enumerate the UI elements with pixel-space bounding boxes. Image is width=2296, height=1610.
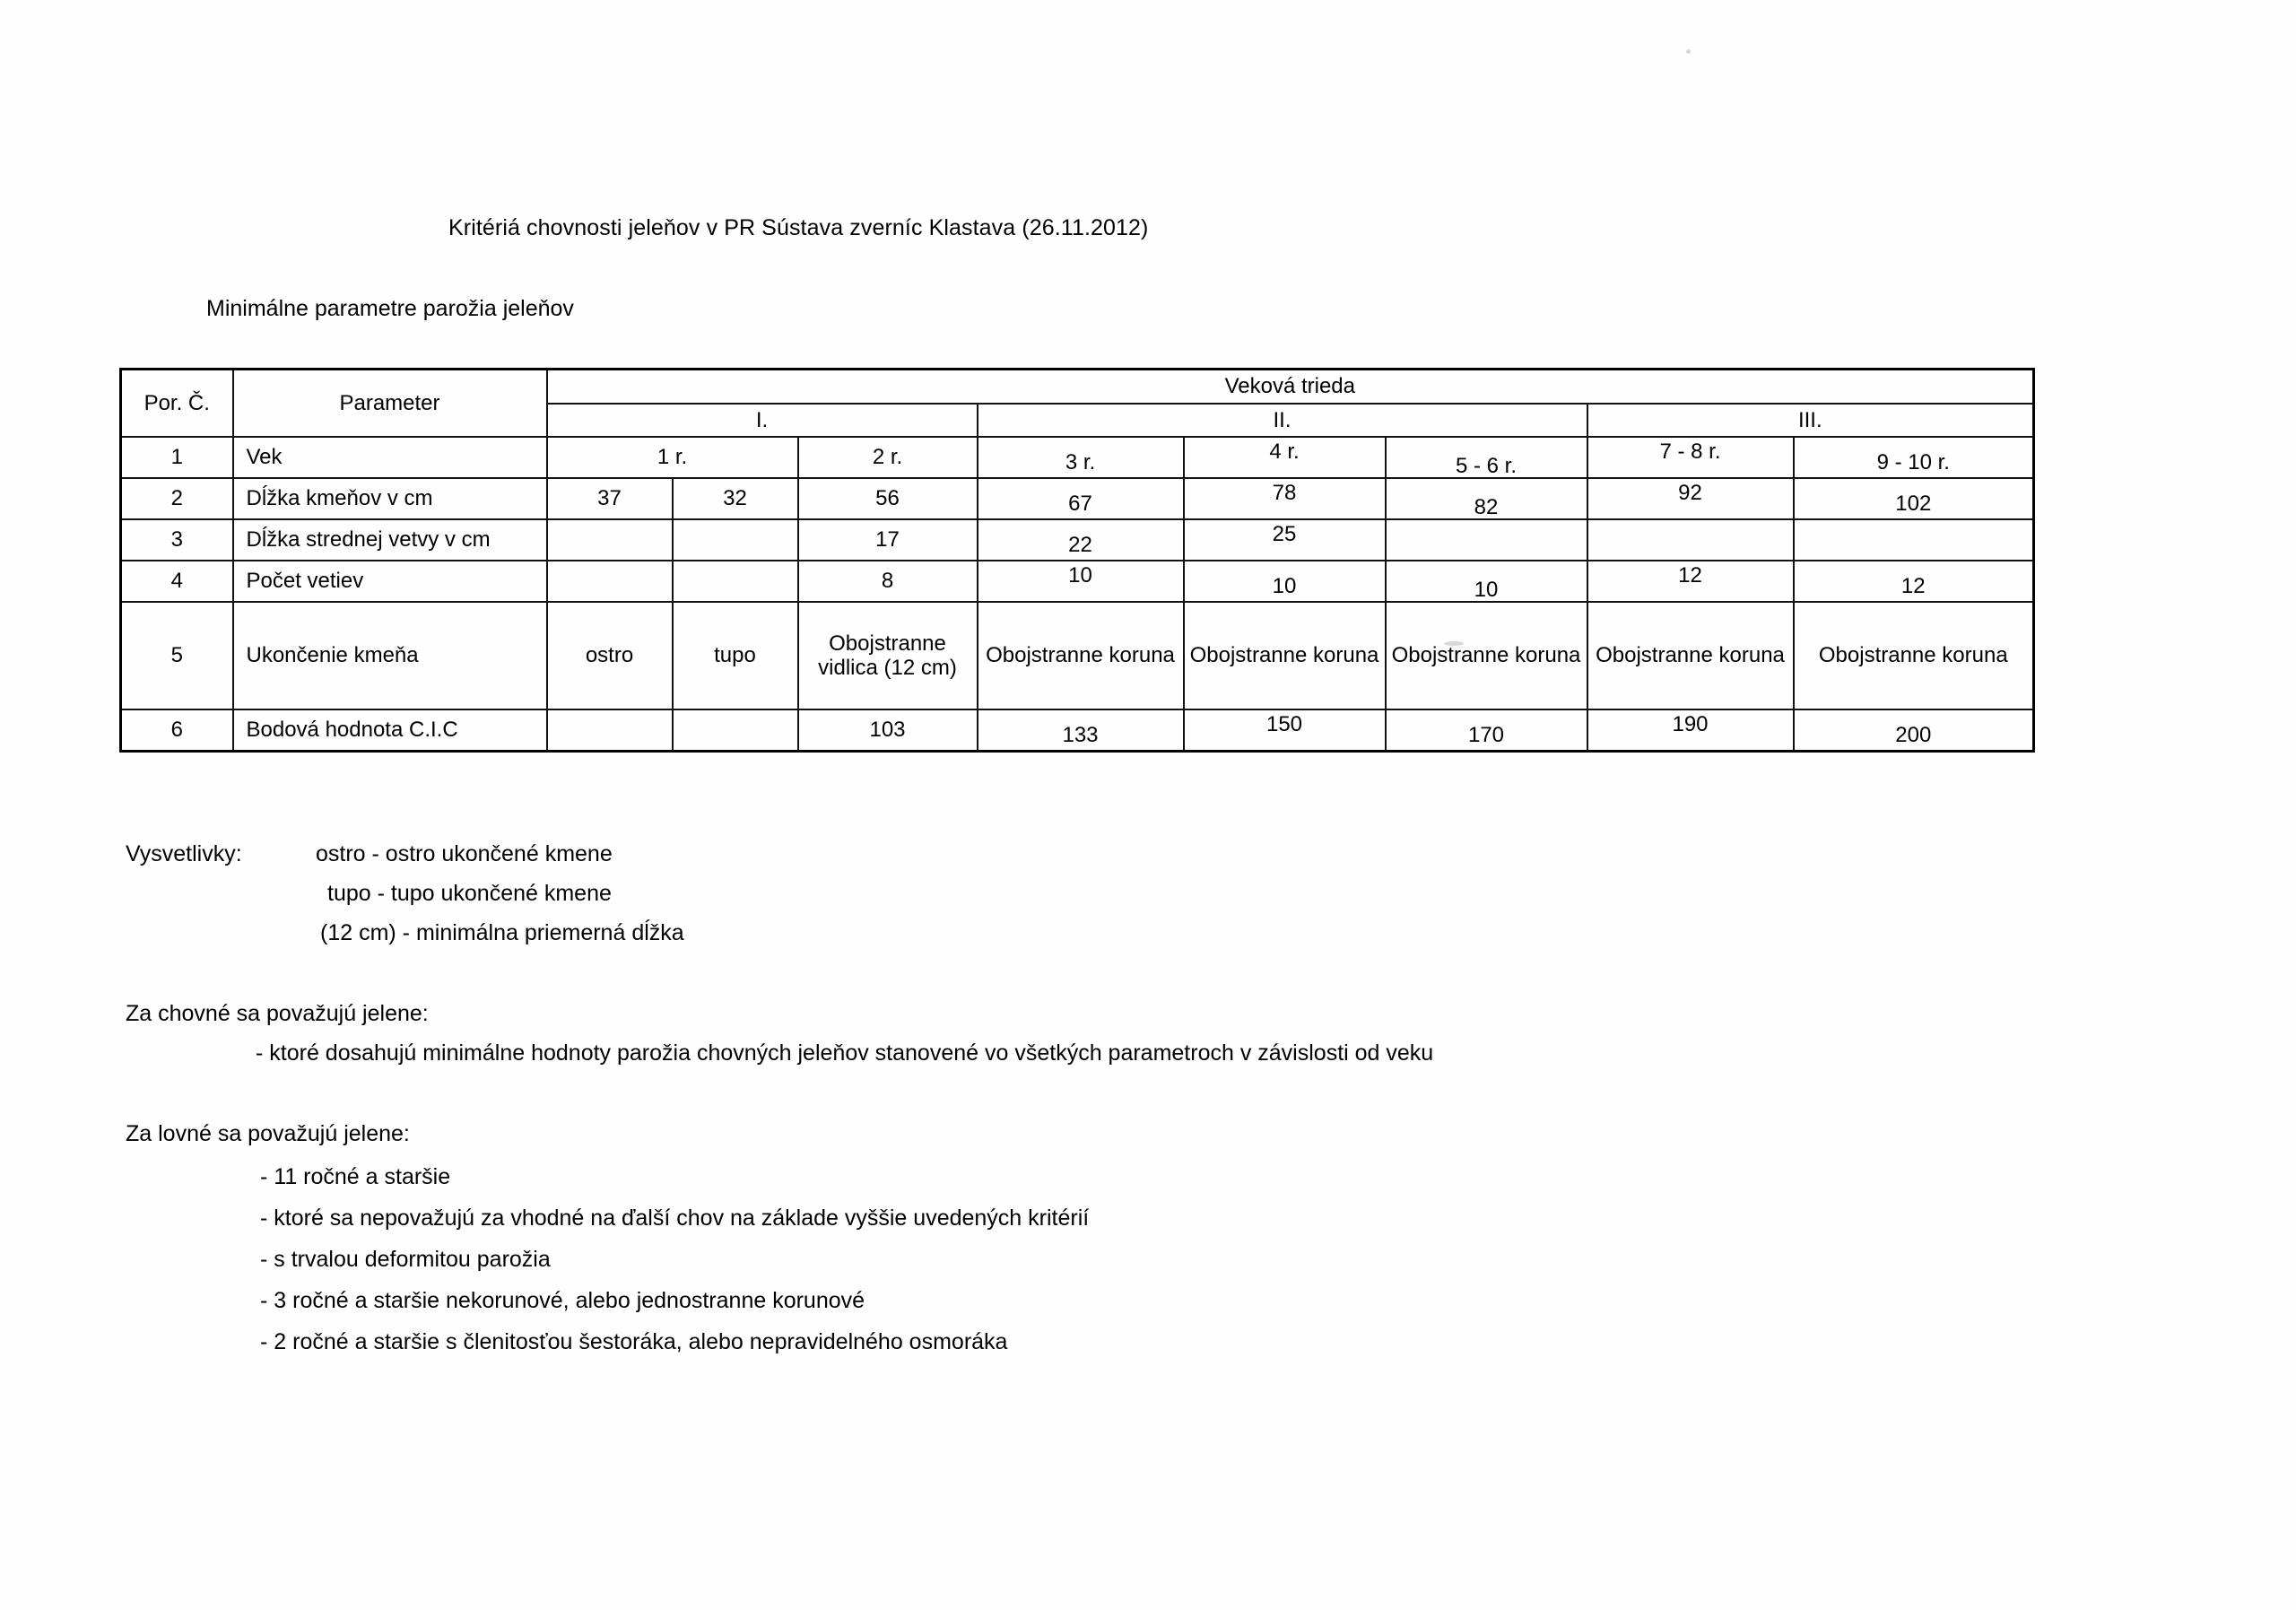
row-parameter: Bodová hodnota C.I.C: [233, 709, 547, 751]
header-class-II: II.: [978, 404, 1587, 438]
cell-value: 12: [1587, 555, 1794, 596]
header-class-III: III.: [1587, 404, 2034, 438]
cell-value: 102: [1794, 483, 2034, 525]
row-parameter: Ukončenie kmeňa: [233, 602, 547, 709]
table-row: [121, 709, 2034, 751]
cell-value: 17: [798, 519, 978, 561]
row-number: 3: [121, 519, 233, 561]
row-number: 2: [121, 478, 233, 519]
cell-age-2r: 2 r.: [798, 437, 978, 478]
section-heading-lovne: Za lovné sa považujú jelene:: [126, 1121, 410, 1146]
cell-value: 56: [798, 478, 978, 519]
cell-value: [1794, 519, 2034, 561]
cell-age-3r: 3 r.: [978, 442, 1184, 483]
cell-value: [673, 561, 798, 602]
row-parameter: Dĺžka strednej vetvy v cm: [233, 519, 547, 561]
cell-value: 25: [1184, 514, 1386, 555]
header-vekova-trieda: Veková trieda: [547, 370, 2034, 404]
cell-value: 12: [1794, 566, 2034, 607]
row-parameter: Počet vetiev: [233, 561, 547, 602]
cell-value: 10: [978, 555, 1184, 596]
header-parameter: Parameter: [233, 370, 547, 438]
section-item-lovne-3: - s trvalou deformitou parožia: [260, 1247, 551, 1272]
legend-item-tupo: tupo - tupo ukončené kmene: [327, 881, 612, 906]
table-row: [121, 602, 2034, 709]
criteria-table: [119, 368, 2035, 753]
legend-item-12cm: (12 cm) - minimálna priemerná dĺžka: [320, 920, 684, 945]
table-row: [121, 561, 2034, 602]
row-number: 5: [121, 602, 233, 709]
cell-value: 78: [1184, 473, 1386, 514]
cell-value: ostro: [547, 602, 673, 709]
row-number: 1: [121, 437, 233, 478]
cell-value: Obojstranne koruna: [978, 602, 1184, 709]
cell-value: 170: [1386, 715, 1587, 756]
cell-age-4r: 4 r.: [1184, 431, 1386, 473]
cell-value: 10: [1184, 566, 1386, 607]
row-parameter: Dĺžka kmeňov v cm: [233, 478, 547, 519]
cell-age-9-10r: 9 - 10 r.: [1794, 442, 2034, 483]
header-class-I: I.: [547, 404, 978, 438]
cell-value: [673, 519, 798, 561]
section-heading-chovne: Za chovné sa považujú jelene:: [126, 1001, 429, 1026]
cell-value: 22: [978, 525, 1184, 566]
scan-artifact: [1686, 49, 1691, 54]
criteria-table-wrapper: [119, 368, 2032, 753]
cell-value: 82: [1386, 487, 1587, 528]
cell-value: 37: [547, 478, 673, 519]
cell-value: Obojstranne koruna: [1587, 602, 1794, 709]
page-subtitle: Minimálne parametre parožia jeleňov: [206, 296, 574, 321]
cell-value: 32: [673, 478, 798, 519]
cell-value: 67: [978, 483, 1184, 525]
section-item-chovne-1: - ktoré dosahujú minimálne hodnoty parožia chovných jeleňov stanovené vo všetkých parametroch v závislosti od veku: [256, 1040, 1434, 1066]
cell-value: [547, 519, 673, 561]
cell-value: [547, 561, 673, 602]
cell-value: 190: [1587, 704, 1794, 745]
page-title: Kritériá chovnosti jeleňov v PR Sústava zverníc Klastava (26.11.2012): [448, 215, 1149, 240]
cell-value: 103: [798, 709, 978, 751]
row-number: 6: [121, 709, 233, 751]
cell-value: [673, 709, 798, 751]
cell-value: Obojstranne koruna: [1184, 602, 1386, 709]
cell-age-7-8r: 7 - 8 r.: [1587, 431, 1794, 473]
table-row: [121, 478, 2034, 519]
cell-value: tupo: [673, 602, 798, 709]
cell-age-5-6r: 5 - 6 r.: [1386, 446, 1587, 487]
legend-item-ostro: ostro - ostro ukončené kmene: [316, 841, 613, 866]
cell-value: Obojstranne vidlica (12 cm): [798, 602, 978, 709]
section-item-lovne-5: - 2 ročné a staršie s členitosťou šestoráka, alebo nepravidelného osmoráka: [260, 1329, 1008, 1354]
row-number: 4: [121, 561, 233, 602]
cell-value: Obojstranne koruna: [1794, 602, 2034, 709]
cell-value: 150: [1184, 704, 1386, 745]
section-item-lovne-1: - 11 ročné a staršie: [260, 1164, 451, 1189]
cell-value: 200: [1794, 715, 2034, 756]
legend-label: Vysvetlivky:: [126, 841, 242, 866]
cell-value: Obojstranne koruna: [1386, 602, 1587, 709]
cell-value: 10: [1386, 570, 1587, 611]
cell-value: [547, 709, 673, 751]
cell-age-1r: 1 r.: [547, 437, 798, 478]
table-header-row-1: [121, 370, 2034, 404]
cell-value: 92: [1587, 473, 1794, 514]
cell-value: 133: [978, 715, 1184, 756]
header-por-c: Por. Č.: [121, 370, 233, 438]
section-item-lovne-4: - 3 ročné a staršie nekorunové, alebo jednostranne korunové: [260, 1288, 865, 1313]
section-item-lovne-2: - ktoré sa nepovažujú za vhodné na ďalší chov na základe vyššie uvedených kritérií: [260, 1205, 1090, 1231]
row-parameter: Vek: [233, 437, 547, 478]
cell-value: 8: [798, 561, 978, 602]
